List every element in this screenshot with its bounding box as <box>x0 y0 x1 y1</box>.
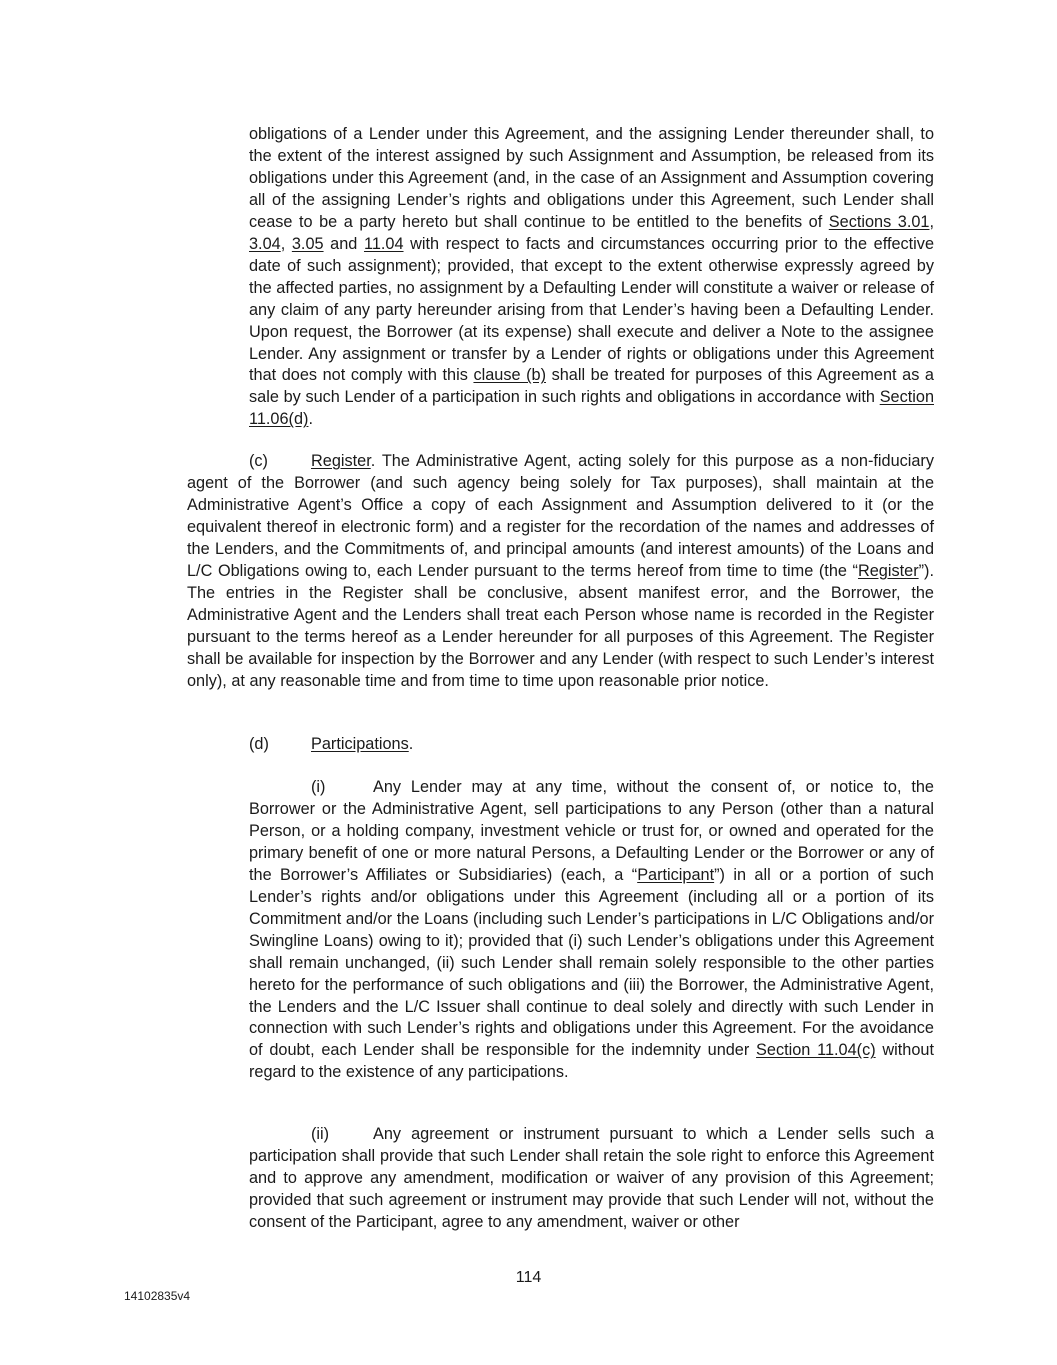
clause-heading: Participations <box>311 735 409 753</box>
section-reference-link[interactable]: Section 11.06(d) <box>249 388 934 429</box>
text: obligations of a Lender under this Agreement, and the assigning Lender thereunder shall, to the extent of the interest assigned by such Assignment and Assumption, be released from its obligations under this Agreement (and, in the case of an Assignment and Assumption covering all of the assigning Lender’s rights and obligations under this Agreement, such Lender shall cease to be a party hereto but shall continue to be entitled to the benefits of <box>249 125 934 231</box>
subclause-label: (ii) <box>311 1125 330 1143</box>
section-reference-link[interactable]: 11.04 <box>363 234 404 253</box>
text: with respect to facts and circumstances occurring prior to the effective date of such assignment); provided, that except to the extent otherwise expressly agreed by the affected parties, no assignment by a Defaulting Lender will constitute a waiver or release of any claim of any party hereunder arising from that Lender’s having been a Defaulting Lender. Upon request, the Borrower (at its expense) shall execute and deliver a Note to the assignee Lender. Any assignment or transfer by a Lender of rights or obligations under this Agreement that does not comply with this <box>249 234 934 385</box>
clause-heading: Register <box>311 452 371 470</box>
clause-label: (d) <box>249 735 269 753</box>
text: shall be treated for purposes of this Agreement as a sale by such Lender of a participation in such rights and obligations in accordance with <box>249 366 934 407</box>
text: ”) in all or a portion of such Lender’s rights and/or obligations under this Agreement (including all or a portion of its Commitment and/or the Loans (including such Lender’s participations in L/C Obligations and/or Swingline Loans) owing to it); provided that (i) such Lender’s obligations under this Agreement shall remain unchanged, (ii) such Lender shall remain solely responsible to the other parties hereto for the performance of such obligations and (iii) the Borrower, the Administrative Agent, the Lenders and the L/C Issuer shall continue to deal solely and directly with such Lender in connection with such Lender’s rights and obligations under this Agreement. For the avoidance of doubt, each Lender shall be responsible for the indemnity under <box>249 865 934 1060</box>
section-reference-link[interactable]: 3.04 <box>249 234 281 253</box>
defined-term: Participant <box>637 865 715 884</box>
section-reference-link[interactable]: 3.05 <box>291 234 324 253</box>
page-number: 114 <box>515 1269 542 1286</box>
paragraph-participations-heading <box>249 734 934 756</box>
text: . The Administrative Agent, acting solely for this purpose as a non-fiduciary agent of the Borrower (and such agency being solely for Tax purposes), shall maintain at the Administrative Agent’s Office a copy of each Assignment and Assumption delivered to it (or the equivalent thereof in electronic form) and a register for the recordation of the names and addresses of the Lenders, and the Commitments of, and principal amounts (and interest amounts) of the Loans and L/C Obligations owing to, each Lender pursuant to the terms hereof from time to time (the “ <box>187 452 934 580</box>
defined-term: Register <box>857 561 919 580</box>
text: without regard to the existence of any participations. <box>249 1041 934 1082</box>
section-reference-link[interactable]: Section 11.04(c) <box>756 1041 876 1060</box>
section-reference-link[interactable]: Sections 3.01 <box>828 212 930 231</box>
separator: , <box>280 234 292 253</box>
document-id: 14102835v4 <box>124 1289 191 1303</box>
text: . <box>308 410 313 429</box>
text: . <box>408 735 414 753</box>
paragraph-assignment-continuation <box>249 124 934 431</box>
text: Any Lender may at any time, without the consent of, or notice to, the Borrower or the Administrative Agent, sell participations to any Person (other than a natural Person, or a holding company, investment vehicle or trust for, or owned and operated for the primary benefit of one or more natural Persons, a Defaulting Lender or the Borrower or any of the Borrower’s Affiliates or Subsidiaries) (each, a “ <box>249 778 934 884</box>
separator: , <box>929 212 934 231</box>
separator: and <box>323 234 364 253</box>
paragraph-participations-i <box>249 777 934 1084</box>
subclause-label: (i) <box>311 778 326 796</box>
clause-reference-link[interactable]: clause (b) <box>473 366 546 385</box>
text: Any agreement or instrument pursuant to which a Lender sells such a participation shall provide that such Lender shall retain the sole right to enforce this Agreement and to approve any amendment, modification or waiver of any provision of this Agreement; provided that such agreement or instrument may provide that such Lender will not, without the consent of the Participant, agree to any amendment, waiver or other <box>249 1125 934 1231</box>
paragraph-register <box>187 451 934 692</box>
paragraph-participations-ii <box>249 1124 934 1234</box>
clause-label: (c) <box>249 452 268 470</box>
text: ”). The entries in the Register shall be conclusive, absent manifest error, and the Borrower, the Administrative Agent and the Lenders shall treat each Person whose name is recorded in the Register pursuant to the terms hereof as a Lender hereunder for all purposes of this Agreement. The Register shall be available for inspection by the Borrower and any Lender (with respect to such Lender’s interest only), at any reasonable time and from time to time upon reasonable prior notice. <box>187 561 934 690</box>
